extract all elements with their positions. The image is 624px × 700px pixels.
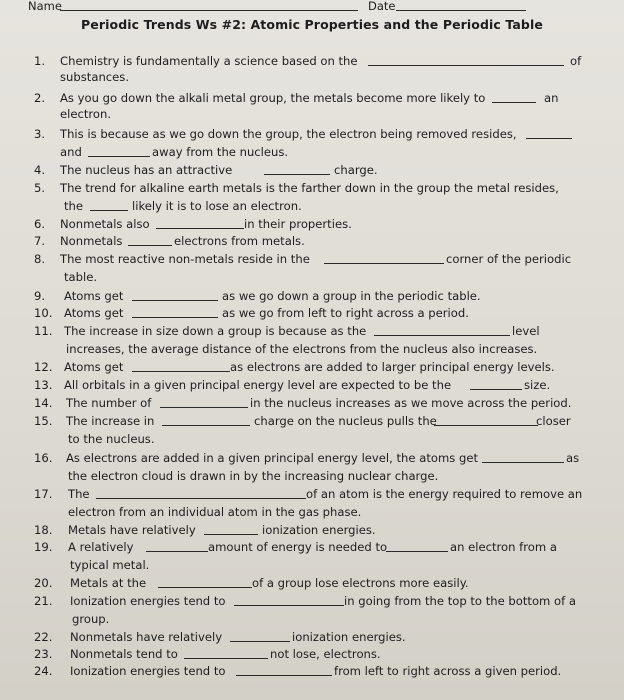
question-text: Atoms get xyxy=(64,306,124,320)
answer-blank[interactable] xyxy=(324,263,444,264)
question-text: as we go from left to right across a period. xyxy=(222,306,469,320)
question-number: 11. xyxy=(34,324,53,338)
question-text: size. xyxy=(524,378,551,392)
question-text: As electrons are added in a given principal energy level, the atoms get xyxy=(66,451,479,465)
question-text: The nucleus has an attractive xyxy=(60,163,233,177)
question-text: level xyxy=(512,324,540,338)
question-text: The trend for alkaline earth metals is the farther down in the group the metal resides, xyxy=(60,181,559,195)
question-number: 9. xyxy=(34,289,46,303)
date-field[interactable] xyxy=(396,10,526,11)
question-text: to the nucleus. xyxy=(68,432,155,446)
question-number: 10. xyxy=(34,306,53,320)
question-17 xyxy=(0,487,624,505)
question-number: 19. xyxy=(34,540,53,554)
question-number: 15. xyxy=(34,414,53,428)
answer-blank[interactable] xyxy=(160,407,248,408)
question-text: of xyxy=(570,54,582,68)
answer-blank[interactable] xyxy=(162,425,250,426)
question-number: 4. xyxy=(34,163,46,177)
question-text: group. xyxy=(72,612,110,626)
question-1-line-2 xyxy=(0,70,624,88)
question-text: All orbitals in a given principal energy level are expected to be the xyxy=(64,378,452,392)
question-text: This is because as we go down the group, the electron being removed resides, xyxy=(60,127,517,141)
question-14 xyxy=(0,396,624,414)
answer-blank[interactable] xyxy=(368,65,564,66)
question-text: in their properties. xyxy=(244,217,352,231)
question-number: 21. xyxy=(34,594,53,608)
answer-blank[interactable] xyxy=(146,551,208,552)
question-3-line-2 xyxy=(0,145,624,163)
question-text: Nonmetals xyxy=(60,234,123,248)
question-text: closer xyxy=(536,414,571,428)
question-text: substances. xyxy=(60,70,130,84)
question-number: 14. xyxy=(34,396,53,410)
answer-blank[interactable] xyxy=(374,335,510,336)
question-text: Ionization energies tend to xyxy=(70,664,226,678)
question-15-line-2 xyxy=(0,432,624,450)
question-text: The most reactive non-metals reside in the xyxy=(60,252,310,266)
question-16-line-2 xyxy=(0,469,624,487)
question-text: away from the nucleus. xyxy=(152,145,289,159)
header-row xyxy=(0,0,624,16)
answer-blank[interactable] xyxy=(236,675,332,676)
answer-blank[interactable] xyxy=(132,371,230,372)
question-19 xyxy=(0,540,624,558)
question-number: 7. xyxy=(34,234,46,248)
question-text: The xyxy=(68,487,90,501)
question-text: an electron from a xyxy=(450,540,557,554)
question-6 xyxy=(0,217,624,235)
question-text: increases, the average distance of the electrons from the nucleus also increases. xyxy=(66,342,538,356)
question-2-line-2 xyxy=(0,107,624,125)
question-text: the xyxy=(64,199,84,213)
name-label: Name xyxy=(28,0,62,13)
question-22 xyxy=(0,630,624,648)
question-text: The increase in size down a group is because as the xyxy=(64,324,367,338)
question-text: and xyxy=(60,145,82,159)
question-21 xyxy=(0,594,624,612)
question-text: likely it is to lose an electron. xyxy=(132,199,302,213)
question-text: Metals have relatively xyxy=(68,523,196,537)
question-4 xyxy=(0,163,624,181)
answer-blank[interactable] xyxy=(158,587,252,588)
question-text: The increase in xyxy=(66,414,155,428)
question-8 xyxy=(0,252,624,270)
question-7 xyxy=(0,234,624,252)
answer-blank[interactable] xyxy=(88,156,150,157)
question-15 xyxy=(0,414,624,432)
question-21-line-2 xyxy=(0,612,624,630)
question-number: 1. xyxy=(34,54,46,68)
question-text: Ionization energies tend to xyxy=(70,594,226,608)
question-text: corner of the periodic xyxy=(446,252,572,266)
question-text: electrons from metals. xyxy=(174,234,305,248)
answer-blank[interactable] xyxy=(234,605,344,606)
question-8-line-2 xyxy=(0,270,624,288)
question-18 xyxy=(0,523,624,541)
question-text: of an atom is the energy required to remove an xyxy=(306,487,583,501)
answer-blank[interactable] xyxy=(96,498,306,499)
question-text: an xyxy=(544,91,559,105)
question-number: 12. xyxy=(34,360,53,374)
question-number: 3. xyxy=(34,127,46,141)
question-number: 8. xyxy=(34,252,46,266)
question-11-line-2 xyxy=(0,342,624,360)
question-text: of a group lose electrons more easily. xyxy=(252,576,469,590)
date-label: Date xyxy=(368,0,396,13)
question-text: Atoms get xyxy=(64,289,124,303)
question-text: table. xyxy=(64,270,98,284)
answer-blank[interactable] xyxy=(482,462,564,463)
answer-blank[interactable] xyxy=(184,658,268,659)
question-text: as xyxy=(566,451,580,465)
question-16 xyxy=(0,451,624,469)
answer-blank[interactable] xyxy=(156,228,244,229)
question-text: Nonmetals have relatively xyxy=(70,630,223,644)
question-number: 23. xyxy=(34,647,53,661)
question-text: in the nucleus increases as we move across the period. xyxy=(250,396,572,410)
answer-blank[interactable] xyxy=(492,102,536,103)
question-number: 2. xyxy=(34,91,46,105)
question-text: ionization energies. xyxy=(262,523,376,537)
question-20 xyxy=(0,576,624,594)
question-5-line-2 xyxy=(0,199,624,217)
answer-blank[interactable] xyxy=(132,300,218,301)
question-text: electron from an individual atom in the gas phase. xyxy=(68,505,362,519)
question-number: 22. xyxy=(34,630,53,644)
question-17-line-2 xyxy=(0,505,624,523)
question-24 xyxy=(0,664,624,682)
question-text: the electron cloud is drawn in by the increasing nuclear charge. xyxy=(68,469,439,483)
question-number: 17. xyxy=(34,487,53,501)
answer-blank[interactable] xyxy=(132,317,218,318)
question-number: 5. xyxy=(34,181,46,195)
answer-blank[interactable] xyxy=(526,138,572,139)
question-number: 24. xyxy=(34,664,53,678)
answer-blank[interactable] xyxy=(128,245,172,246)
question-text: Metals at the xyxy=(70,576,147,590)
question-text: typical metal. xyxy=(70,558,150,572)
answer-blank[interactable] xyxy=(90,210,128,211)
question-number: 6. xyxy=(34,217,46,231)
question-text: amount of energy is needed to xyxy=(208,540,388,554)
question-text: as electrons are added to larger principal energy levels. xyxy=(230,360,555,374)
answer-blank[interactable] xyxy=(434,425,538,426)
answer-blank[interactable] xyxy=(230,641,290,642)
question-text: charge. xyxy=(334,163,378,177)
question-13 xyxy=(0,378,624,396)
question-text: Atoms get xyxy=(64,360,124,374)
answer-blank[interactable] xyxy=(470,389,522,390)
question-5 xyxy=(0,181,624,199)
question-text: Nonmetals also xyxy=(60,217,150,231)
question-text: A relatively xyxy=(68,540,134,554)
question-number: 16. xyxy=(34,451,53,465)
question-9 xyxy=(0,289,624,307)
question-3 xyxy=(0,127,624,145)
answer-blank[interactable] xyxy=(264,174,330,175)
question-number: 18. xyxy=(34,523,53,537)
question-text: as we go down a group in the periodic table. xyxy=(222,289,481,303)
question-text: in going from the top to the bottom of a xyxy=(344,594,576,608)
answer-blank[interactable] xyxy=(386,551,448,552)
page-title: Periodic Trends Ws #2: Atomic Properties and the Periodic Table xyxy=(81,17,543,32)
answer-blank[interactable] xyxy=(204,534,258,535)
question-23 xyxy=(0,647,624,665)
question-19-line-2 xyxy=(0,558,624,576)
question-text: charge on the nucleus pulls the xyxy=(254,414,437,428)
question-text: not lose, electrons. xyxy=(270,647,381,661)
question-text: Chemistry is fundamentally a science based on the xyxy=(60,54,358,68)
question-text: electron. xyxy=(60,107,112,121)
question-text: Nonmetals tend to xyxy=(70,647,178,661)
question-11 xyxy=(0,324,624,342)
question-text: ionization energies. xyxy=(292,630,406,644)
question-number: 13. xyxy=(34,378,53,392)
question-text: As you go down the alkali metal group, the metals become more likely to xyxy=(60,91,486,105)
question-text: from left to right across a given period. xyxy=(334,664,562,678)
question-10 xyxy=(0,306,624,324)
name-field[interactable] xyxy=(60,10,358,11)
question-text: The number of xyxy=(66,396,152,410)
question-number: 20. xyxy=(34,576,53,590)
question-12 xyxy=(0,360,624,378)
